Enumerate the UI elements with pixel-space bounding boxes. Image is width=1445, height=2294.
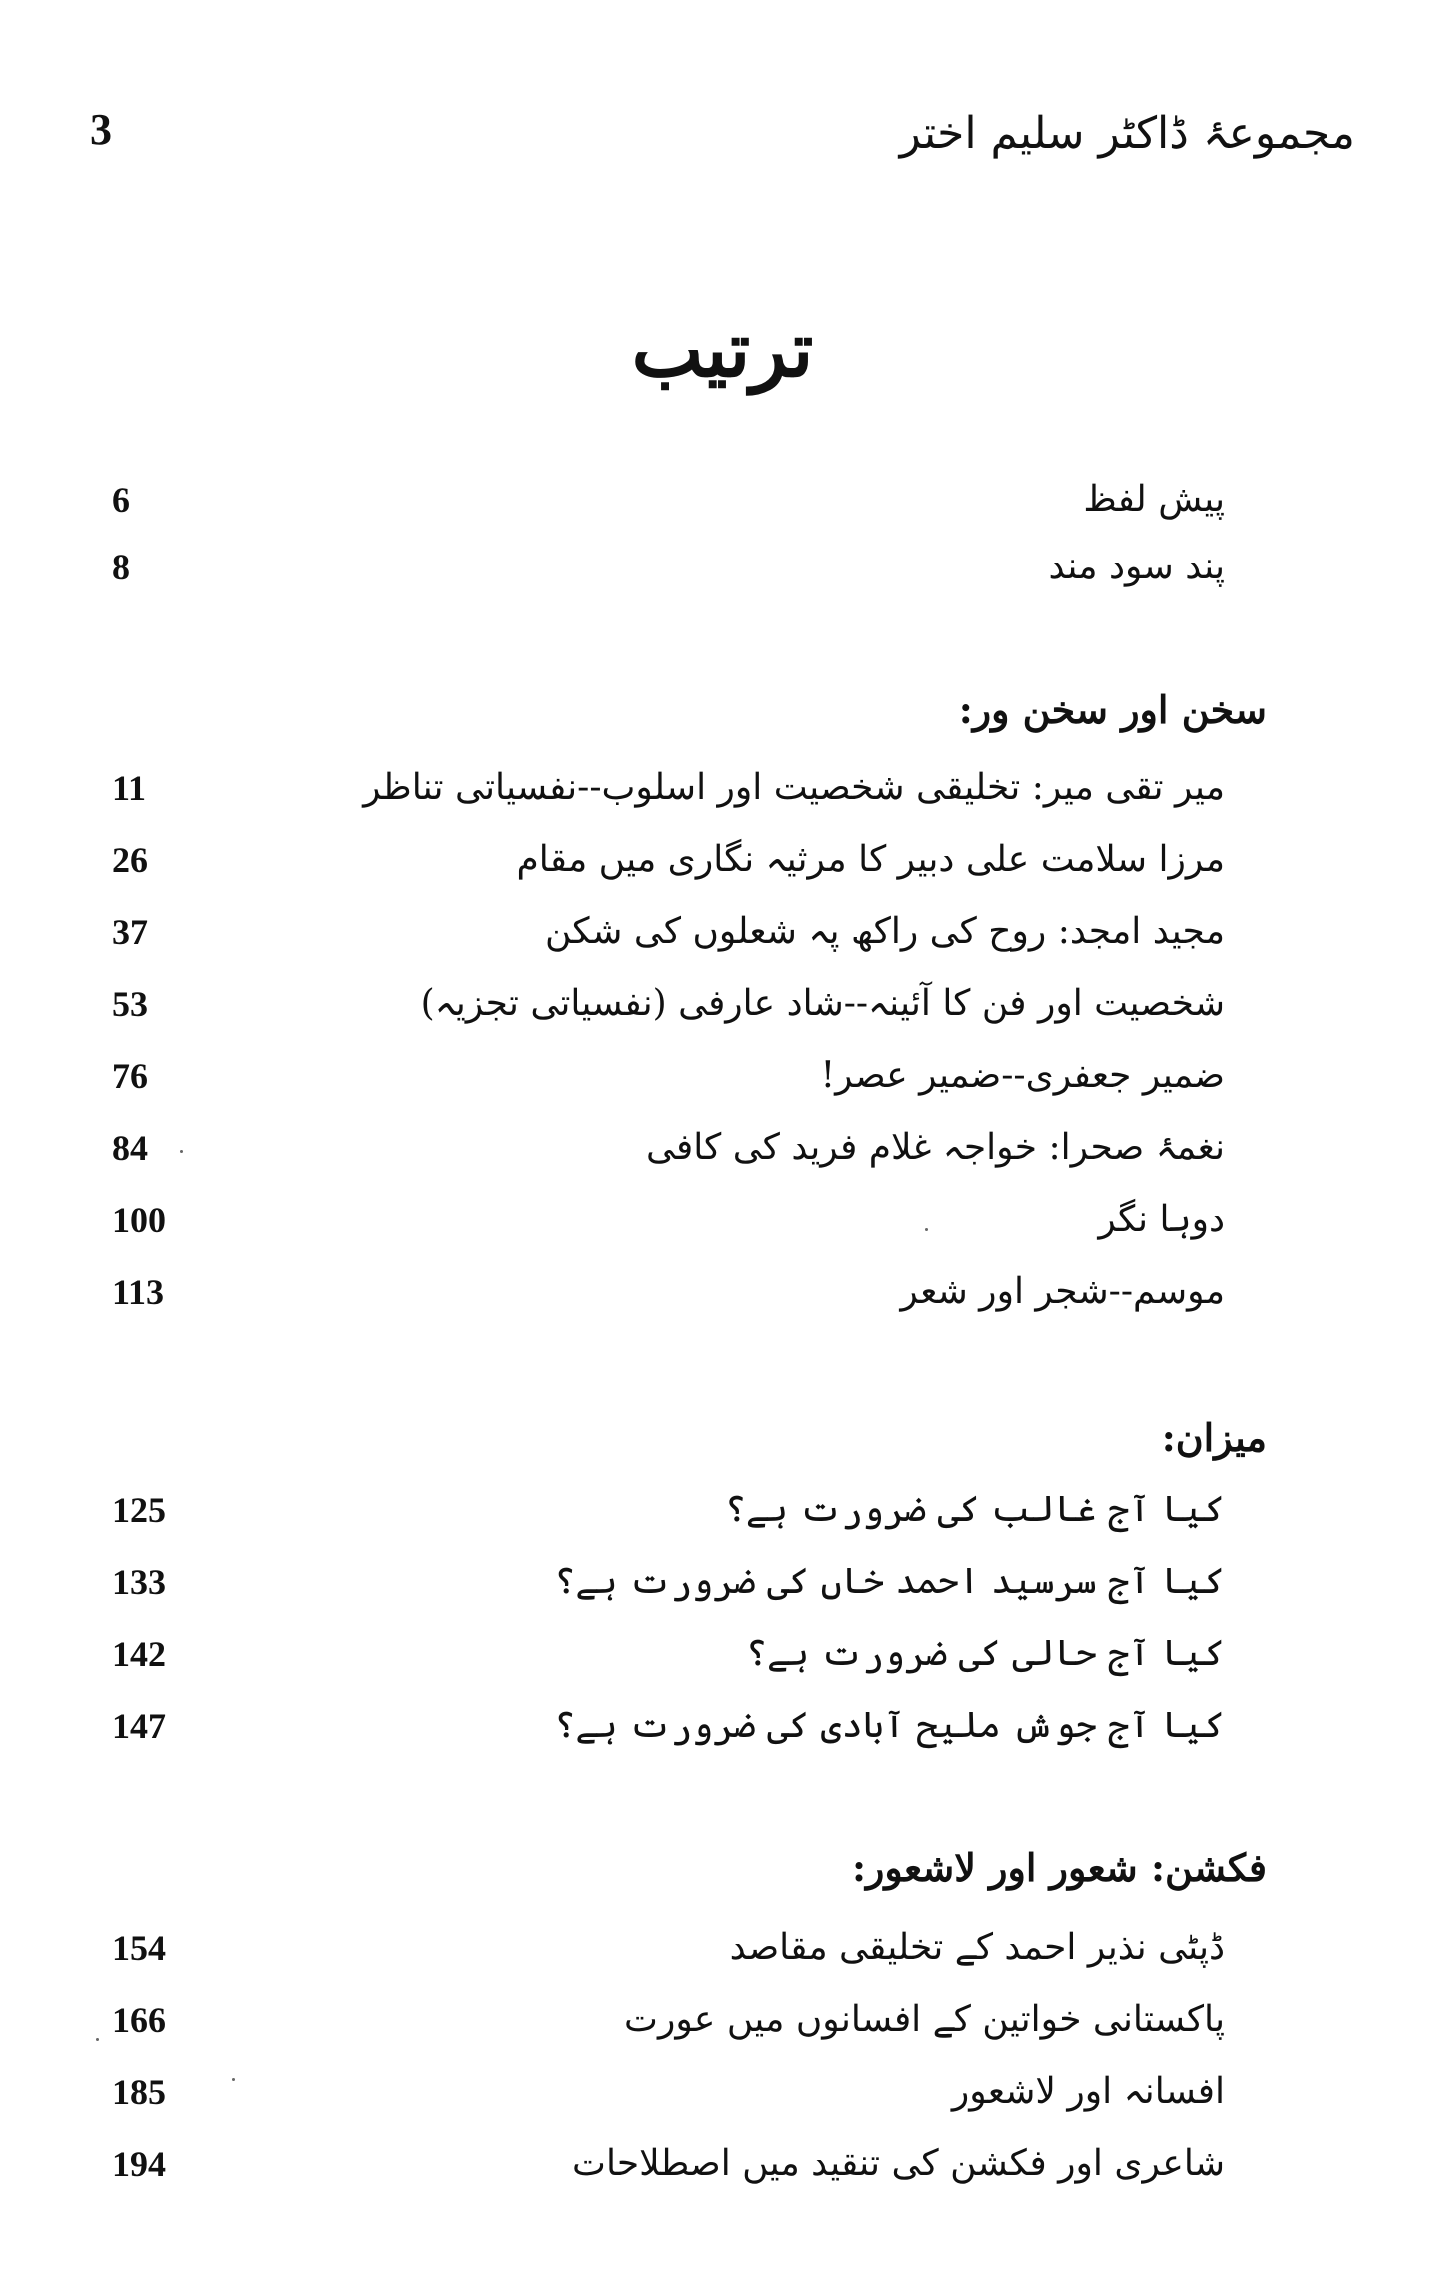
toc-entry-page: 194	[112, 2144, 166, 2184]
toc-entry-title: میر تقی میر: تخلیقی شخصیت اور اسلوب--نفسیاتی تناظر	[363, 767, 1225, 808]
toc-entry	[0, 902, 1445, 962]
toc-entry	[0, 1046, 1445, 1106]
toc-entry-title: پیش لفظ	[1083, 479, 1225, 520]
toc-entry	[0, 1118, 1445, 1178]
scan-speck	[232, 2078, 235, 2081]
toc-entry-title: مرزا سلامت علی دبیر کا مرثیہ نگاری میں مقام	[516, 839, 1225, 880]
toc-entry	[0, 830, 1445, 890]
toc-entry-page: 185	[112, 2072, 166, 2112]
toc-entry-page: 100	[112, 1200, 166, 1240]
toc-entry-title: شاعری اور فکشن کی تنقید میں اصطلاحات	[572, 2143, 1225, 2184]
toc-entry-title: کیا آج غالب کی ضرورت ہے؟	[724, 1489, 1225, 1530]
running-header-title: مجموعۂ ڈاکٹر سلیم اختر	[899, 108, 1355, 159]
toc-entry-title: نغمۂ صحرا: خواجہ غلام فرید کی کافی	[645, 1127, 1225, 1168]
toc-entry-page: 8	[112, 547, 130, 587]
toc-entry-title: موسم--شجر اور شعر	[900, 1271, 1225, 1312]
toc-entry-page: 37	[112, 912, 148, 952]
toc-entry	[0, 1262, 1445, 1322]
toc-entry	[0, 974, 1445, 1034]
toc-entry-page: 11	[112, 768, 147, 808]
toc-entry-page: 84	[112, 1128, 148, 1168]
scan-speck	[925, 1228, 928, 1231]
toc-entry-page: 26	[112, 840, 148, 880]
toc-entry-title: کیا آج حالی کی ضرورت ہے؟	[745, 1633, 1225, 1674]
toc-entry-page: 125	[112, 1490, 166, 1530]
toc-entry-page: 142	[112, 1634, 166, 1674]
toc-entry-page: 133	[112, 1562, 166, 1602]
toc-entry	[0, 1696, 1445, 1756]
toc-entry	[0, 1624, 1445, 1684]
toc-entry	[0, 470, 1445, 530]
toc-entry-page: 147	[112, 1706, 166, 1746]
toc-entry-title: ڈپٹی نذیر احمد کے تخلیقی مقاصد	[729, 1927, 1225, 1968]
toc-entry-page: 76	[112, 1056, 148, 1096]
toc-entry	[0, 1918, 1445, 1978]
toc-entry-page: 154	[112, 1928, 166, 1968]
toc-entry	[0, 758, 1445, 818]
toc-entry	[0, 1990, 1445, 2050]
toc-entry	[0, 1190, 1445, 1250]
toc-entry	[0, 1480, 1445, 1540]
toc-entry-title: پند سود مند	[1048, 546, 1225, 587]
toc-entry-page: 53	[112, 984, 148, 1024]
toc-entry-page: 113	[112, 1272, 165, 1312]
section-heading: میزان:	[1161, 1415, 1267, 1460]
toc-entry	[0, 537, 1445, 597]
toc-entry-page: 166	[112, 2000, 166, 2040]
section-heading: فکشن: شعور اور لاشعور:	[852, 1845, 1267, 1890]
toc-entry-title: دوہا نگر	[1098, 1199, 1225, 1240]
toc-entry-title: افسانہ اور لاشعور	[951, 2071, 1225, 2112]
toc-entry-title: ضمیر جعفری--ضمیر عصر!	[820, 1055, 1225, 1096]
toc-entry	[0, 1552, 1445, 1612]
page-number: 3	[90, 105, 112, 154]
scan-speck	[180, 1150, 183, 1153]
toc-entry-page: 6	[112, 480, 130, 520]
toc-entry	[0, 2134, 1445, 2194]
scan-speck	[96, 2038, 99, 2041]
toc-heading: ترتیب	[631, 305, 814, 394]
section-heading: سخن اور سخن ور:	[958, 687, 1267, 732]
toc-entry-title: شخصیت اور فن کا آئینہ--شاد عارفی (نفسیاتی تجزیہ)	[420, 983, 1225, 1024]
toc-entry	[0, 2062, 1445, 2122]
toc-entry-title: پاکستانی خواتین کے افسانوں میں عورت	[624, 1999, 1225, 2040]
toc-entry-title: کیا آج جوش ملیح آبادی کی ضرورت ہے؟	[554, 1705, 1225, 1746]
toc-entry-title: کیا آج سرسید احمد خاں کی ضرورت ہے؟	[554, 1561, 1225, 1602]
toc-entry-title: مجید امجد: روح کی راکھ پہ شعلوں کی شکن	[545, 911, 1225, 952]
